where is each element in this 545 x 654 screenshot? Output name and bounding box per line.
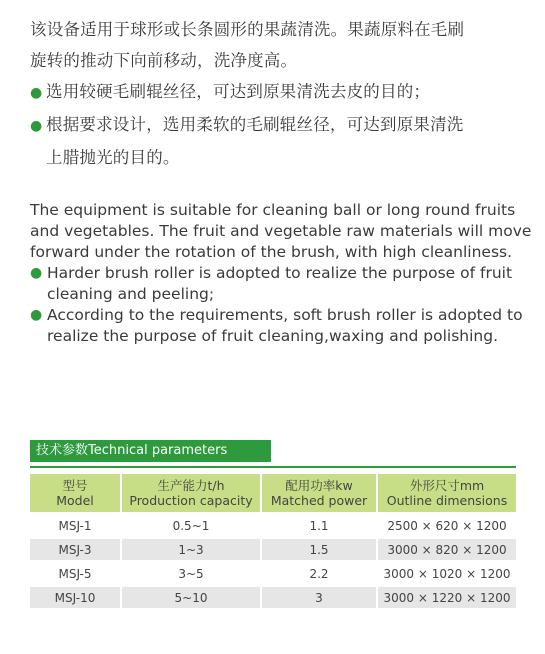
cell-model: MSJ-10 bbox=[30, 587, 120, 608]
en-bullet-2 bbox=[30, 305, 535, 347]
table-row bbox=[30, 587, 516, 608]
cell-model: MSJ-3 bbox=[30, 539, 120, 560]
technical-parameters-section bbox=[30, 440, 516, 611]
en-intro: The equipment is suitable for cleaning ball or long round fruits and vegetables. The fruit and vegetable raw materials will move forward under the rotation of the brush, with high cleanliness. bbox=[30, 201, 532, 261]
cell-capacity: 5~10 bbox=[120, 587, 260, 608]
cell-capacity: 0.5~1 bbox=[120, 515, 260, 536]
cell-capacity: 3~5 bbox=[120, 563, 260, 584]
parameters-table bbox=[30, 471, 516, 611]
cell-dimensions: 3000 × 820 × 1200 bbox=[376, 539, 516, 560]
cell-dimensions: 3000 × 1220 × 1200 bbox=[376, 587, 516, 608]
header-capacity bbox=[120, 474, 260, 512]
header-dimensions-cn: 外形尺寸mm bbox=[409, 478, 485, 493]
en-bullet-2-text: According to the requirements, soft brush roller is adopted to realize the purpose of fruit cleaning,waxing and polishing. bbox=[47, 306, 523, 345]
en-bullet-1-text: Harder brush roller is adopted to realize the purpose of fruit cleaning and peeling; bbox=[47, 264, 513, 303]
table-row bbox=[30, 563, 516, 584]
header-model-cn: 型号 bbox=[62, 478, 88, 493]
cell-power: 2.2 bbox=[260, 563, 376, 584]
cn-bullet-2 bbox=[30, 109, 535, 142]
table-header-row bbox=[30, 474, 516, 512]
bullet-dot-icon: ● bbox=[30, 85, 43, 101]
header-power-cn: 配用功率kw bbox=[285, 478, 353, 493]
cn-bullet-2-continuation: 上腊抛光的目的。 bbox=[46, 148, 180, 167]
header-dimensions-en: Outline dimensions bbox=[386, 493, 508, 508]
header-model-en: Model bbox=[56, 493, 94, 508]
cell-power: 1.5 bbox=[260, 539, 376, 560]
en-bullet-1 bbox=[30, 263, 535, 305]
bullet-dot-icon: ● bbox=[30, 307, 43, 323]
bullet-dot-icon: ● bbox=[30, 118, 43, 134]
bullet-dot-icon: ● bbox=[30, 265, 43, 281]
header-capacity-cn: 生产能力t/h bbox=[157, 478, 225, 493]
table-row bbox=[30, 515, 516, 536]
cn-intro-line-2: 旋转的推动下向前移动，洗净度高。 bbox=[30, 51, 298, 70]
header-power bbox=[260, 474, 376, 512]
title-divider bbox=[30, 466, 516, 468]
cn-intro-line-1: 该设备适用于球形或长条圆形的果蔬清洗。果蔬原料在毛刷 bbox=[30, 20, 465, 39]
header-model bbox=[30, 474, 120, 512]
cell-dimensions: 2500 × 620 × 1200 bbox=[376, 515, 516, 536]
cell-capacity: 1~3 bbox=[120, 539, 260, 560]
chinese-description bbox=[30, 14, 535, 173]
cell-model: MSJ-5 bbox=[30, 563, 120, 584]
cell-power: 3 bbox=[260, 587, 376, 608]
cn-bullet-1-text: 选用较硬毛刷辊丝径，可达到原果清洗去皮的目的； bbox=[46, 82, 431, 101]
header-power-en: Matched power bbox=[270, 493, 368, 508]
cn-bullet-1 bbox=[30, 76, 535, 109]
english-description bbox=[30, 200, 535, 347]
cell-model: MSJ-1 bbox=[30, 515, 120, 536]
table-title: 技术参数Technical parameters bbox=[30, 440, 271, 462]
header-dimensions bbox=[376, 474, 516, 512]
cn-bullet-2-text: 根据要求设计，选用柔软的毛刷辊丝径，可达到原果清洗 bbox=[46, 115, 464, 134]
table-row bbox=[30, 539, 516, 560]
cell-dimensions: 3000 × 1020 × 1200 bbox=[376, 563, 516, 584]
cell-power: 1.1 bbox=[260, 515, 376, 536]
header-capacity-en: Production capacity bbox=[129, 493, 253, 508]
